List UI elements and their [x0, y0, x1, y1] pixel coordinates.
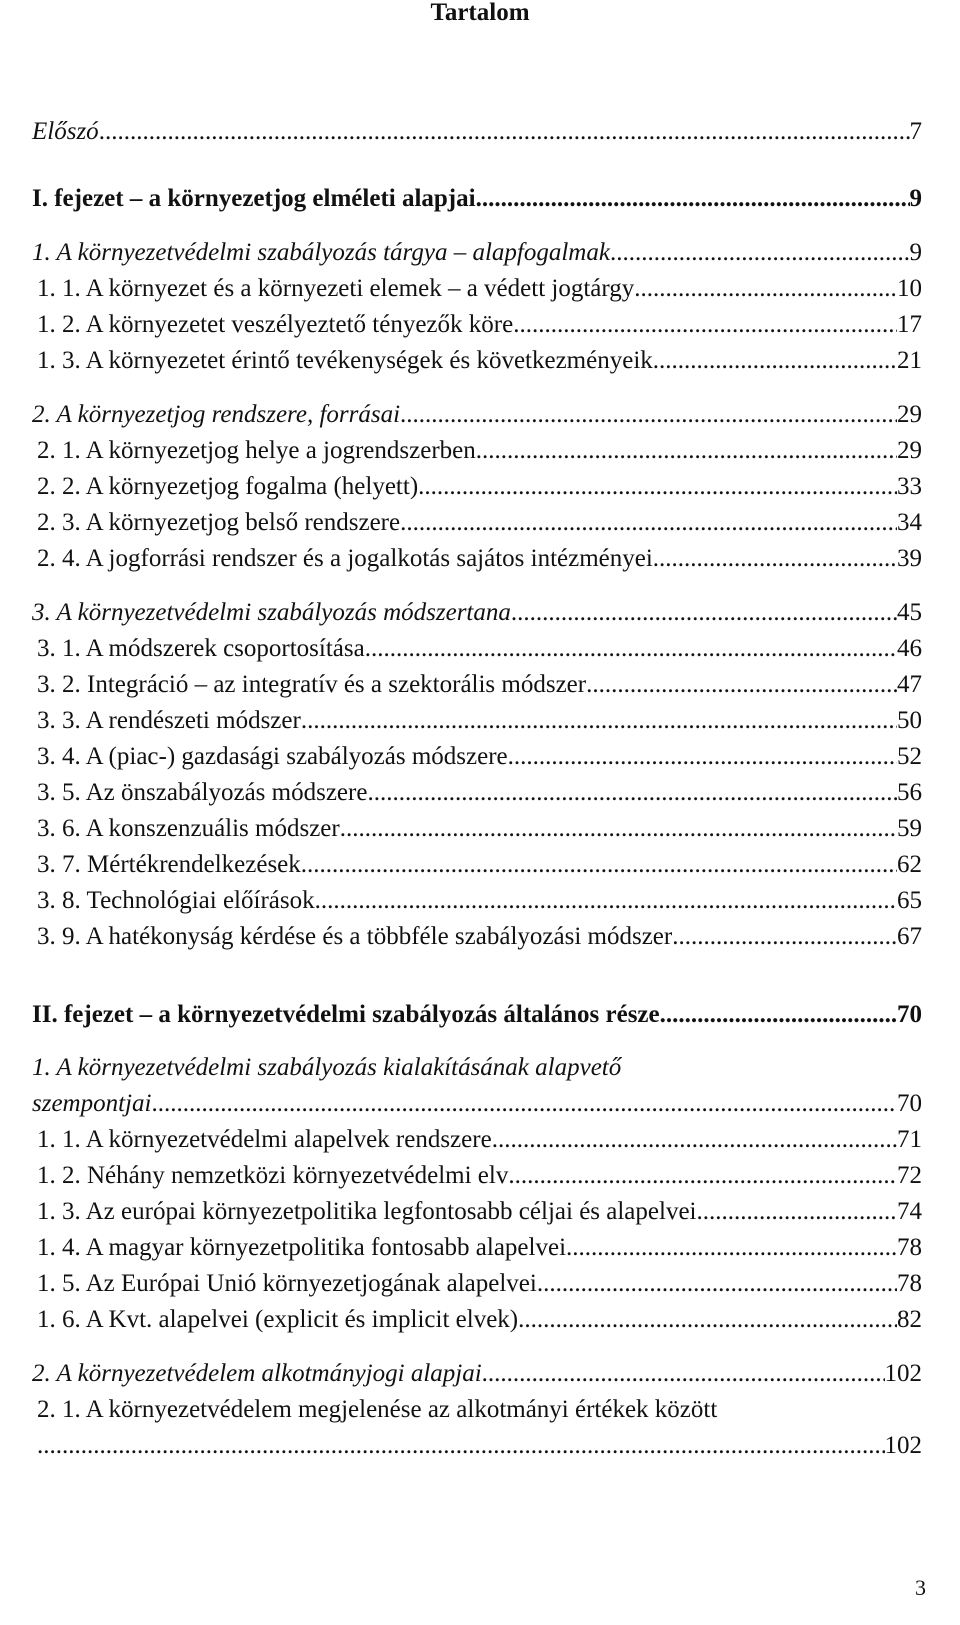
toc-entry-page: 10 [897, 275, 922, 302]
toc-entry[interactable] [0, 472, 960, 502]
toc-entry-label: 2. 4. A jogforrási rendszer és a jogalkotás sajátos intézményei [37, 545, 653, 572]
toc-entry-label: 3. 1. A módszerek csoportosítása [37, 635, 365, 662]
toc-entry-page: 102 [884, 1360, 922, 1387]
toc-entry[interactable] [0, 184, 960, 214]
toc-leader-dots [482, 1359, 885, 1389]
toc-entry-page: 65 [897, 887, 922, 914]
toc-entry-label: 1. 2. A környezetet veszélyeztető tényezők köre [37, 311, 514, 338]
toc-entry-label: 3. 7. Mértékrendelkezések [37, 851, 301, 878]
toc-leader-dots [653, 544, 897, 574]
toc-leader-dots [566, 1233, 897, 1263]
toc-entry-page: 62 [897, 851, 922, 878]
toc-entry-page: 102 [884, 1432, 922, 1459]
toc-entry-page: 17 [897, 311, 922, 338]
page-title: Tartalom [430, 0, 530, 26]
toc-leader-dots [315, 886, 897, 916]
toc-entry-label: 1. 1. A környezetvédelmi alapelvek rendszere [37, 1126, 492, 1153]
toc-leader-dots [586, 670, 897, 700]
toc-entry-label: 3. 5. Az önszabályozás módszere [37, 779, 368, 806]
toc-entry[interactable] [0, 814, 960, 844]
toc-leader-dots [151, 1089, 897, 1119]
toc-entry-label: 3. 4. A (piac-) gazdasági szabályozás módszere [37, 743, 508, 770]
toc-entry-page: 39 [897, 545, 922, 572]
toc-entry-label: 1. 2. Néhány nemzetközi környezetvédelmi elv [37, 1162, 509, 1189]
toc-entry-page: 45 [897, 599, 922, 626]
toc-entry-page: 7 [909, 118, 922, 145]
toc-entry-page: 46 [897, 635, 922, 662]
toc-leader-dots [476, 184, 910, 214]
toc-entry[interactable] [0, 238, 960, 268]
toc-entry[interactable] [0, 1125, 960, 1155]
toc-entry-page: 9 [909, 185, 922, 212]
toc-entry-label: 1. A környezetvédelmi szabályozás tárgya – alapfogalmak [32, 239, 610, 266]
toc-entry-page: 70 [897, 1090, 922, 1117]
toc-entry-label: 1. 1. A környezet és a környezeti elemek – a védett jogtárgy [37, 275, 635, 302]
toc-entry[interactable] [0, 1359, 960, 1389]
toc-entry-page: 29 [897, 401, 922, 428]
toc-entry-page: 70 [897, 1001, 922, 1028]
toc-entry-label: 1. 4. A magyar környezetpolitika fontosabb alapelvei [37, 1234, 567, 1261]
toc-entry-page: 78 [897, 1270, 922, 1297]
toc-entry-label: 2. A környezetjog rendszere, forrásai [32, 401, 401, 428]
toc-leader-dots [301, 706, 897, 736]
toc-entry[interactable] [0, 544, 960, 574]
toc-entry-label: 3. 6. A konszenzuális módszer [37, 815, 340, 842]
toc-entry-page: 34 [897, 509, 922, 536]
toc-entry-page: 9 [909, 239, 922, 266]
toc-entry-label: 3. 9. A hatékonyság kérdése és a többféle szabályozási módszer [37, 923, 673, 950]
toc-entry[interactable] [0, 922, 960, 952]
toc-entry-page: 82 [897, 1306, 922, 1333]
toc-entry-label-first-line: 1. A környezetvédelmi szabályozás kialakításának alapvető [32, 1054, 622, 1081]
toc-leader-dots [697, 1197, 898, 1227]
toc-entry[interactable] [0, 850, 960, 880]
toc-leader-dots [518, 1305, 897, 1335]
toc-entry-page: 33 [897, 473, 922, 500]
toc-entry-page: 50 [897, 707, 922, 734]
toc-leader-dots [513, 310, 897, 340]
toc-entry-page: 72 [897, 1162, 922, 1189]
toc-entry-label: 2. 3. A környezetjog belső rendszere [37, 509, 401, 536]
toc-entry-label-first-line: 2. 1. A környezetvédelem megjelenése az alkotmányi értékek között [37, 1396, 718, 1423]
toc-entry[interactable] [0, 346, 960, 376]
toc-entry[interactable] [0, 117, 960, 147]
toc-entry[interactable] [0, 742, 960, 772]
toc-entry-label: 2. 2. A környezetjog fogalma (helyett) [37, 473, 419, 500]
toc-entry-page: 47 [897, 671, 922, 698]
toc-leader-dots [508, 1161, 897, 1191]
toc-entry[interactable] [0, 706, 960, 736]
toc-entry-label: 3. 3. A rendészeti módszer [37, 707, 301, 734]
toc-entry-label: II. fejezet – a környezetvédelmi szabályozás általános része [32, 1001, 660, 1028]
toc-entry-label: 1. 6. A Kvt. alapelvei (explicit és implicit elvek) [37, 1306, 519, 1333]
toc-leader-dots [508, 742, 897, 772]
toc-entry-page: 52 [897, 743, 922, 770]
toc-entry[interactable] [0, 1197, 960, 1227]
toc-entry[interactable] [0, 1161, 960, 1191]
toc-leader-dots [537, 1269, 897, 1299]
toc-entry-label: 1. 3. A környezetet érintő tevékenységek és következményeik [37, 347, 653, 374]
toc-leader-dots [653, 346, 897, 376]
toc-entry[interactable] [0, 1053, 960, 1119]
toc-entry[interactable] [0, 886, 960, 916]
toc-entry[interactable] [0, 634, 960, 664]
toc-leader-dots [610, 238, 910, 268]
toc-entry[interactable] [0, 274, 960, 304]
toc-entry[interactable] [0, 598, 960, 628]
toc-entry-label: 1. 5. Az Európai Unió környezetjogának alapelvei [37, 1270, 537, 1297]
toc-leader-dots [301, 850, 897, 880]
toc-entry[interactable] [0, 400, 960, 430]
toc-leader-dots [492, 1125, 897, 1155]
toc-leader-dots [365, 634, 897, 664]
toc-entry-page: 74 [897, 1198, 922, 1225]
toc-entry-page: 29 [897, 437, 922, 464]
toc-entry-label: 3. 2. Integráció – az integratív és a szektorális módszer [37, 671, 587, 698]
toc-leader-dots [511, 598, 897, 628]
toc-entry-label: 2. 1. A környezetjog helye a jogrendszerben [37, 437, 476, 464]
toc-leader-dots [660, 1000, 897, 1030]
toc-leader-dots [418, 472, 897, 502]
toc-entry-page: 67 [897, 923, 922, 950]
toc-entry-label: I. fejezet – a környezetjog elméleti alapjai [32, 185, 476, 212]
toc-leader-dots [672, 922, 897, 952]
toc-leader-dots [400, 400, 897, 430]
toc-entry[interactable] [0, 1000, 960, 1030]
toc-entry-page: 78 [897, 1234, 922, 1261]
toc-leader-dots [37, 1431, 885, 1461]
toc-leader-dots [99, 117, 910, 147]
toc-leader-dots [634, 274, 897, 304]
toc-entry[interactable] [0, 1233, 960, 1263]
toc-leader-dots [367, 778, 897, 808]
toc-entry-label: 3. A környezetvédelmi szabályozás módszertana [32, 599, 511, 626]
toc-entry-page: 21 [897, 347, 922, 374]
toc-entry[interactable] [0, 1269, 960, 1299]
toc-entry[interactable] [0, 778, 960, 808]
toc-entry-label: 3. 8. Technológiai előírások [37, 887, 315, 914]
page-number: 3 [915, 1575, 926, 1600]
toc-leader-dots [400, 508, 897, 538]
toc-entry-page: 56 [897, 779, 922, 806]
toc-entry-label: szempontjai [32, 1090, 152, 1117]
toc-entry[interactable] [0, 1395, 960, 1461]
toc-entry[interactable] [0, 670, 960, 700]
toc-entry-label: 2. A környezetvédelem alkotmányjogi alapjai [32, 1360, 482, 1387]
toc-entry-label: Előszó [32, 118, 99, 145]
toc-entry-page: 71 [897, 1126, 922, 1153]
toc-entry-label: 1. 3. Az európai környezetpolitika legfontosabb céljai és alapelvei [37, 1198, 697, 1225]
toc-leader-dots [476, 436, 897, 466]
toc-leader-dots [340, 814, 897, 844]
toc-entry[interactable] [0, 1305, 960, 1335]
toc-entry[interactable] [0, 310, 960, 340]
toc-entry-page: 59 [897, 815, 922, 842]
toc-entry[interactable] [0, 508, 960, 538]
toc-entry[interactable] [0, 436, 960, 466]
